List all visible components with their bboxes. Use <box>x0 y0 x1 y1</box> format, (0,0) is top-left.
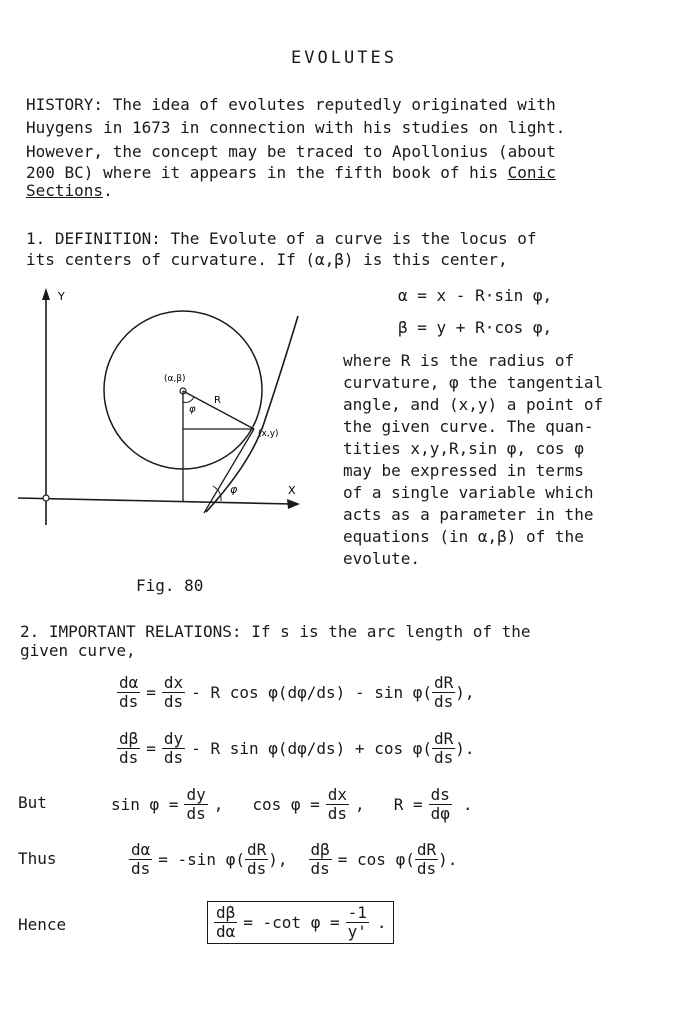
but-r: R = <box>393 795 423 814</box>
history-line-4-text: 200 BC) where it appears in the fifth book of his <box>26 163 499 182</box>
beta-equation: β = y + R·cos φ, <box>398 318 553 337</box>
eq2-dyds: $\frac{dy}{ds}$ <box>163 729 184 767</box>
def-text-3: angle, and (x,y) a point of <box>343 395 604 414</box>
equation-1 <box>114 674 478 711</box>
figure-caption: Fig. 80 <box>136 576 204 595</box>
x-axis-label: X <box>288 484 296 497</box>
x-axis-line <box>18 498 292 504</box>
hence-box <box>207 901 394 944</box>
thus-label: Thus <box>18 849 57 868</box>
thus-equations <box>126 841 460 878</box>
def-text-8: acts as a parameter in the <box>343 505 594 524</box>
def-text-7: of a single variable which <box>343 483 594 502</box>
but-r-frac: $\frac{ds}{d\varphi}$ <box>430 785 450 823</box>
def-text-6: may be expressed in terms <box>343 461 584 480</box>
hence-label: Hence <box>18 915 67 934</box>
equation-2 <box>114 730 478 767</box>
radius-label: R <box>214 395 221 406</box>
thus-a-frac: $\frac{d\alpha}{ds}$ <box>131 840 151 878</box>
but-equations <box>108 786 476 823</box>
thus-a-mid: = -sin φ( <box>158 850 245 869</box>
point-label: (x,y) <box>258 429 279 439</box>
thus-b2-frac: $\frac{dR}{ds}$ <box>416 840 437 878</box>
hence-b-frac: $\frac{-1}{y'}$ <box>347 903 367 941</box>
definition-line-2: its centers of curvature. If (α,β) is this center, <box>26 250 508 269</box>
history-line-3: However, the concept may be traced to Apollonius (about <box>26 142 556 161</box>
thus-b-mid: = cos φ( <box>337 850 415 869</box>
angle-arc-top <box>183 397 194 402</box>
but-cos-frac: $\frac{dx}{ds}$ <box>327 785 348 823</box>
history-line-5 <box>26 181 113 200</box>
hence-equation <box>207 901 394 944</box>
eq1-lhs: $\frac{d\alpha}{ds}$ <box>119 673 139 711</box>
history-line-1: HISTORY: The idea of evolutes reputedly originated with <box>26 95 556 114</box>
figure-80 <box>0 280 335 540</box>
page-title: EVOLUTES <box>291 48 397 68</box>
given-curve <box>206 316 298 512</box>
but-sep2: , <box>355 795 365 814</box>
y-axis-arrow <box>42 288 50 300</box>
but-sin-frac: $\frac{dy}{ds}$ <box>186 785 206 823</box>
alpha-equation: α = x - R·sin φ, <box>398 286 553 305</box>
eq1-drds: $\frac{dR}{ds}$ <box>434 673 454 711</box>
eq1-end: ), <box>455 683 475 702</box>
but-cos: cos φ = <box>252 795 320 814</box>
hence-end: . <box>376 913 387 932</box>
eq2-end: ). <box>455 739 475 758</box>
conic-word: Conic <box>507 163 556 182</box>
history-line-4 <box>26 163 556 182</box>
eq1-equals: = <box>146 683 156 702</box>
phi-top-label: φ <box>189 404 196 415</box>
eq1-dxds: $\frac{dx}{ds}$ <box>163 673 184 711</box>
def-text-9: equations (in α,β) of the <box>343 527 584 546</box>
thus-a-end: ), <box>268 850 288 869</box>
history-end: . <box>103 181 113 200</box>
definition-line-1: 1. DEFINITION: The Evolute of a curve is the locus of <box>26 229 537 248</box>
relations-line-2: given curve, <box>20 641 136 660</box>
eq1-middle: - R cos φ(dφ/ds) - sin φ( <box>191 683 432 702</box>
def-text-2: curvature, φ the tangential <box>343 373 604 392</box>
x-axis-arrow <box>287 499 300 509</box>
relations-line-1: 2. IMPORTANT RELATIONS: If s is the arc length of the <box>20 622 531 641</box>
but-end: . <box>462 795 473 814</box>
thus-a2-frac: $\frac{dR}{ds}$ <box>246 840 267 878</box>
sections-word: Sections <box>26 181 104 200</box>
eq2-equals: = <box>146 739 156 758</box>
y-axis-label: Y <box>58 290 65 303</box>
eq2-middle: - R sin φ(dφ/ds) + cos φ( <box>191 739 432 758</box>
eq2-drds: $\frac{dR}{ds}$ <box>434 729 454 767</box>
def-text-1: where R is the radius of <box>343 351 575 370</box>
history-line-2: Huygens in 1673 in connection with his studies on light. <box>26 118 566 137</box>
but-label: But <box>18 793 47 812</box>
def-text-10: evolute. <box>343 549 421 568</box>
hence-a-frac: $\frac{d\beta}{d\alpha}$ <box>216 903 236 941</box>
tangent-line <box>204 429 254 513</box>
def-text-4: the given curve. The quan- <box>343 417 594 436</box>
hence-mid: = -cot φ = <box>243 913 340 932</box>
origin-marker <box>43 495 49 501</box>
eq2-lhs: $\frac{d\beta}{ds}$ <box>119 729 139 767</box>
center-label: (α,β) <box>164 374 186 384</box>
phi-bottom-label: φ <box>230 483 238 496</box>
thus-b-end: ). <box>438 850 458 869</box>
but-sin: sin φ = <box>111 795 179 814</box>
def-text-5: tities x,y,R,sin φ, cos φ <box>343 439 584 458</box>
thus-b-frac: $\frac{d\beta}{ds}$ <box>310 840 330 878</box>
but-sep1: , <box>213 795 224 814</box>
